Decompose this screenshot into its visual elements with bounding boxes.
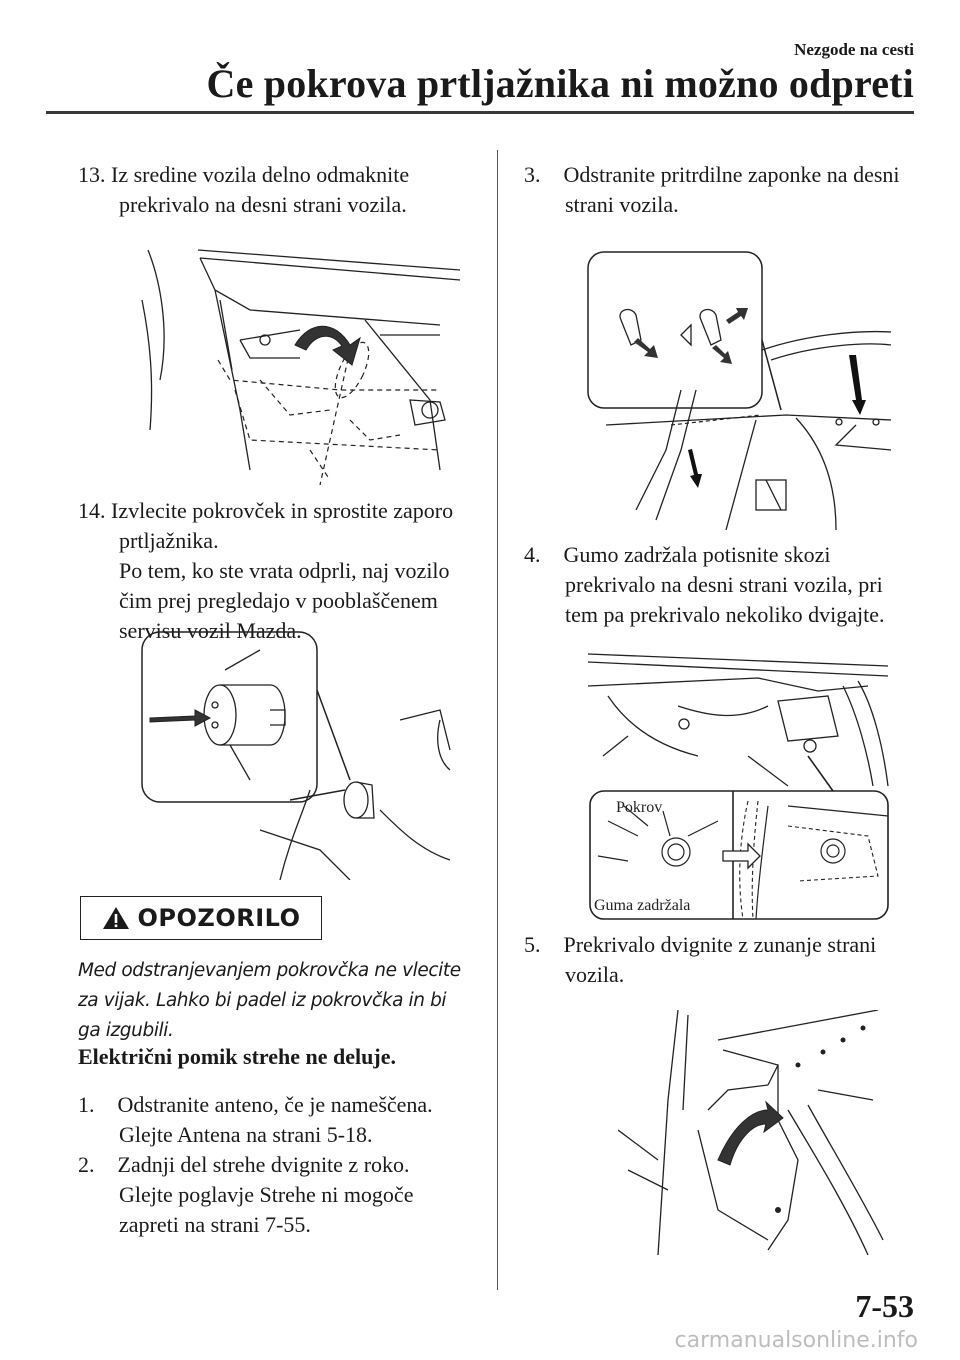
warning-banner: [80, 896, 322, 940]
warning-text: za vijak. Lahko bi padel iz pokrovčka in bi: [78, 990, 447, 1011]
step-2: [78, 1150, 413, 1240]
step-5: [524, 930, 876, 990]
step-text: Izvlecite pokrovček in sprostite zaporo: [111, 498, 454, 523]
watermark: carmanualsonline.info: [674, 1328, 918, 1353]
step-text: Po tem, ko ste vrata odprli, naj vozilo: [119, 558, 450, 583]
page-title: Če pokrova prtljažnika ni možno odpreti: [206, 61, 914, 106]
step-text: Gumo zadržala potisnite skozi: [563, 542, 831, 567]
step-text: Iz sredine vozila delno odmaknite: [111, 162, 410, 187]
step-text: čim prej pregledajo v pooblaščenem: [119, 588, 438, 613]
label-rubber-retainer: Guma zadržala: [594, 897, 691, 914]
step-4: [524, 540, 885, 630]
warning-body: [78, 956, 461, 1046]
step-text: Prekrivalo dvignite z zunanje strani: [563, 932, 877, 957]
step-number: 2.: [78, 1152, 95, 1177]
warning-label: OPOZORILO: [137, 904, 301, 932]
step-text: Zadnji del strehe dvignite z roko.: [117, 1152, 410, 1177]
step-text: Odstranite anteno, če je nameščena.: [117, 1092, 433, 1117]
step-text: vozila.: [565, 962, 625, 987]
step-3: [524, 160, 900, 220]
step-text: Glejte poglavje Strehe ni mogoče: [119, 1182, 414, 1207]
step-text: Odstranite pritrdilne zaponke na desni: [563, 162, 900, 187]
step-text: prekrivalo na desni strani vozila.: [119, 192, 407, 217]
step-text: servisu vozil Mazda.: [119, 618, 302, 643]
figure-rubber-retainer: [588, 646, 894, 921]
warning-text: Med odstranjevanjem pokrovčka ne vlecite: [78, 960, 461, 981]
section-heading: Električni pomik strehe ne deluje.: [78, 1044, 396, 1069]
step-text: prekrivalo na desni strani vozila, pri: [565, 572, 883, 597]
figure-clip-removal: [586, 250, 892, 530]
step-number: 14.: [78, 498, 106, 523]
figure-trunk-cover-slide: [140, 240, 470, 485]
step-13: [78, 160, 409, 220]
label-cover: Pokrov: [616, 799, 663, 816]
step-14: [78, 496, 453, 646]
step-text: strani vozila.: [565, 192, 679, 217]
page-number: 7-53: [855, 1288, 914, 1324]
title-rule: [46, 111, 914, 114]
step-text: zapreti na strani 7-55.: [119, 1212, 311, 1237]
warning-triangle-icon: [102, 906, 130, 930]
step-number: 3.: [524, 162, 541, 187]
step-number: 1.: [78, 1092, 95, 1117]
section-label: Nezgode na cesti: [794, 40, 914, 59]
step-1: [78, 1090, 433, 1150]
figure-lift-cover: [618, 1010, 888, 1255]
step-text: tem pa prekrivalo nekoliko dvigajte.: [565, 602, 885, 627]
step-text: Glejte Antena na strani 5-18.: [119, 1122, 373, 1147]
warning-text: ga izgubili.: [78, 1020, 174, 1041]
step-number: 13.: [78, 162, 106, 187]
figure-cap-removal: [140, 630, 470, 880]
step-text: prtljažnika.: [119, 528, 219, 553]
column-divider: [497, 150, 498, 1290]
step-number: 5.: [524, 932, 541, 957]
step-number: 4.: [524, 542, 541, 567]
